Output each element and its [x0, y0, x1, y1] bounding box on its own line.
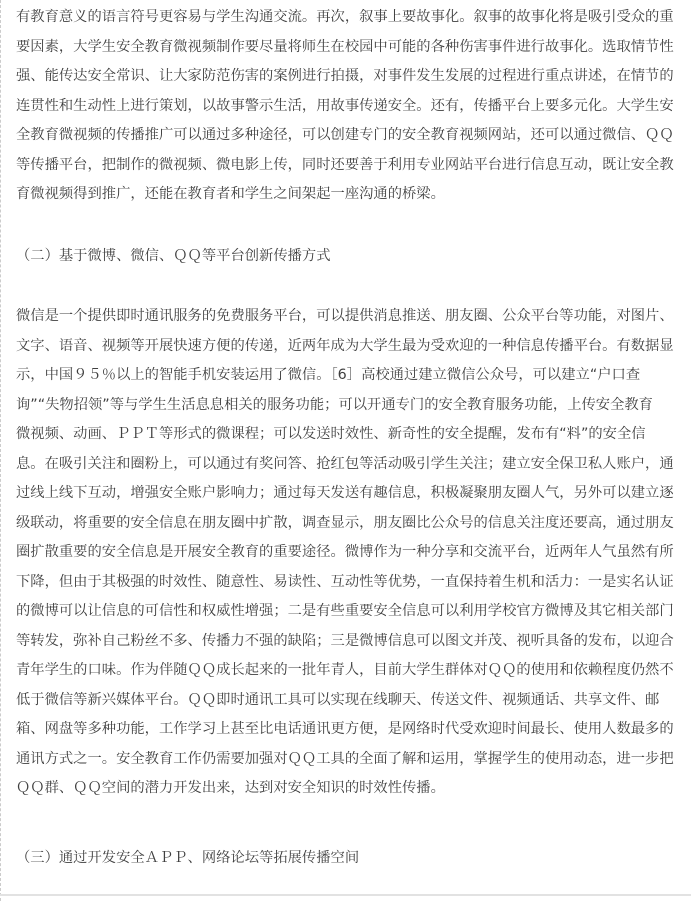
paragraph-continuation	[16, 3, 675, 210]
text-line: 文字、语音、视频等开展快速方便的传递，近两年成为大学生最为受欢迎的一种信息传播平台。有数据显	[16, 337, 674, 354]
page-bottom-divider	[0, 894, 691, 896]
text-line: 微视频、动画、ＰＰＴ等形式的微课程；可以发送时效性、新奇性的安全提醒，发布有“料”的安全信	[16, 426, 646, 442]
text-line: 等转发，弥补自己粉丝不多、传播力不强的缺陷；三是微博信息可以图文并茂、视听具备的发布，以迎合	[16, 632, 674, 649]
section-heading-2: （二）基于微博、微信、ＱＱ等平台创新传播方式	[16, 247, 331, 264]
text-line: 箱、网盘等多种功能，工作学习上甚至比电话通讯更方便，是网络时代受欢迎时间最长、使用人数最多的	[16, 721, 674, 737]
text-line: 等传播平台，把制作的微视频、微电影上传，同时还要善于利用专业网站平台进行信息互动，既让安全教	[16, 156, 674, 173]
text-line: 下降，但由于其极强的时效性、随意性、易读性、互动性等优势，一直保持着生机和活力：一是实名认证	[16, 573, 674, 590]
text-line: 示，中国９５％以上的智能手机安装运用了微信。［6］高校通过建立微信公众号，可以建立“户口查	[16, 367, 641, 383]
text-line: 低于微信等新兴媒体平台。ＱＱ即时通讯工具可以实现在线聊天、传送文件、视频通话、共享文件、邮	[16, 691, 660, 708]
section-heading-3: （三）通过开发安全ＡＰＰ、网络论坛等拓展传播空间	[16, 849, 360, 866]
text-line: 息。在吸引关注和圈粉上，可以通过有奖问答、抢红包等活动吸引学生关注；建立安全保卫私人账户，通	[16, 455, 674, 472]
text-line: 圈扩散重要的安全信息是开展安全教育的重要途径。微博作为一种分享和交流平台，近两年人气虽然有所	[16, 544, 674, 560]
text-line: 的微博可以让信息的可信性和权威性增强；二是有些重要安全信息可以利用学校官方微博及其它相关部门	[16, 603, 674, 619]
text-line: 过线上线下互动，增强安全账户影响力；通过每天发送有趣信息，积极凝聚朋友圈人气，另外可以建立逐	[16, 485, 674, 501]
text-line: 连贯性和生动性上进行策划，以故事警示生活，用故事传递安全。还有，传播平台上要多元化。大学生安	[16, 97, 674, 114]
text-line: 全教育微视频的传播推广可以通过多种途径，可以创建专门的安全教育视频网站，还可以通过微信、ＱＱ	[16, 127, 674, 143]
text-line: 有教育意义的语言符号更容易与学生沟通交流。再次，叙事上要故事化。叙事的故事化将是吸引受众的重	[16, 9, 674, 25]
text-line: 强、能传达安全常识、让大家防范伤害的案例进行拍摄，对事件发生发展的过程进行重点讲述，在情节的	[16, 68, 674, 84]
text-line: 要因素，大学生安全教育微视频制作要尽量将师生在校园中可能的各种伤害事件进行故事化。选取情节性	[16, 38, 674, 55]
text-line: 微信是一个提供即时通讯服务的免费服务平台，可以提供消息推送、朋友圈、公众平台等功能，对图片、	[16, 308, 674, 324]
text-line: 询”“失物招领”等与学生生活息息相关的服务功能；可以开通专门的安全教育服务功能，上传安全教育	[16, 396, 653, 413]
text-line: 级联动，将重要的安全信息在朋友圈中扩散，调查显示，朋友圈比公众号的信息关注度还要高，通过朋友	[16, 514, 674, 531]
text-line: 育微视频得到推广，还能在教育者和学生之间架起一座沟通的桥梁。	[16, 186, 445, 202]
paragraph-platforms	[16, 302, 675, 804]
text-line: 通讯方式之一。安全教育工作仍需要加强对ＱＱ工具的全面了解和运用，掌握学生的使用动态，进一步把	[16, 750, 674, 767]
text-line: ＱＱ群、ＱＱ空间的潜力开发出来，达到对安全知识的时效性传播。	[16, 780, 445, 796]
text-line: 青年学生的口味。作为伴随ＱＱ成长起来的一批年青人，目前大学生群体对ＱＱ的使用和依赖程度仍然不	[16, 662, 674, 678]
